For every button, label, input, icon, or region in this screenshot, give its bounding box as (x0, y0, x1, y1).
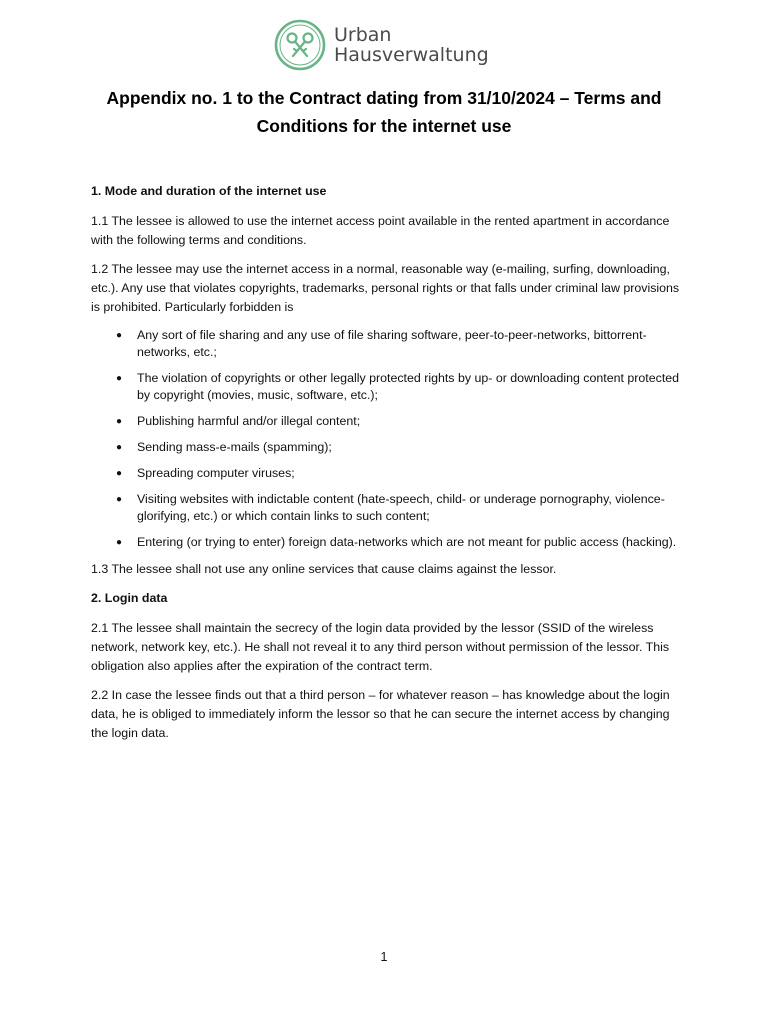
logo-line-1: Urban (334, 24, 392, 46)
list-item: ● Spreading computer viruses; (116, 465, 681, 482)
section-1-heading: 1. Mode and duration of the internet use (91, 184, 327, 198)
logo-wordmark (334, 25, 489, 65)
list-item: ● Any sort of file sharing and any use of file sharing software, peer-to-peer-networks, bittorrent-networks, etc.; (116, 327, 681, 361)
list-item: ● Visiting websites with indictable content (hate-speech, child- or underage pornography, violence-glorifying, etc.) or which contain links to such content; (116, 491, 681, 525)
list-item: ● Sending mass-e-mails (spamming); (116, 439, 681, 456)
clause-2-2: 2.2 In case the lessee finds out that a third person – for whatever reason – has knowledge about the login data, he is obliged to immediately inform the lessor so that he can secure the internet access by changing the login data. (91, 688, 670, 740)
page-number: 1 (380, 950, 388, 964)
document-body (91, 182, 681, 753)
forbidden-uses-list (91, 327, 681, 551)
clause-1-1: 1.1 The lessee is allowed to use the internet access point available in the rented apartment in accordance with the following terms and conditions. (91, 214, 670, 247)
company-logo (274, 19, 489, 71)
list-item: ● Entering (or trying to enter) foreign data-networks which are not meant for public access (hacking). (116, 534, 681, 551)
list-item: ● Publishing harmful and/or illegal content; (116, 413, 681, 430)
clause-2-1: 2.1 The lessee shall maintain the secrecy of the login data provided by the lessor (SSID of the wireless network, network key, etc.). He shall not reveal it to any third person without permission of the lessor. This obligation also applies after the expiration of the contract term. (91, 621, 670, 673)
section-2-heading: 2. Login data (91, 591, 168, 605)
keys-emblem-icon (274, 19, 326, 71)
logo-line-2: Hausverwaltung (334, 44, 489, 66)
list-item: ● The violation of copyrights or other legally protected rights by up- or downloading content protected by copyright (movies, music, software, etc.); (116, 370, 681, 404)
clause-1-3: 1.3 The lessee shall not use any online services that cause claims against the lessor. (91, 562, 557, 576)
clause-1-2: 1.2 The lessee may use the internet access in a normal, reasonable way (e-mailing, surfing, downloading, etc.). Any use that violates copyrights, trademarks, personal rights or that falls under criminal law provisions is prohibited. Particularly forbidden is (91, 262, 680, 314)
document-title: Appendix no. 1 to the Contract dating from 31/10/2024 – Terms and Conditions for the internet use (106, 88, 662, 136)
